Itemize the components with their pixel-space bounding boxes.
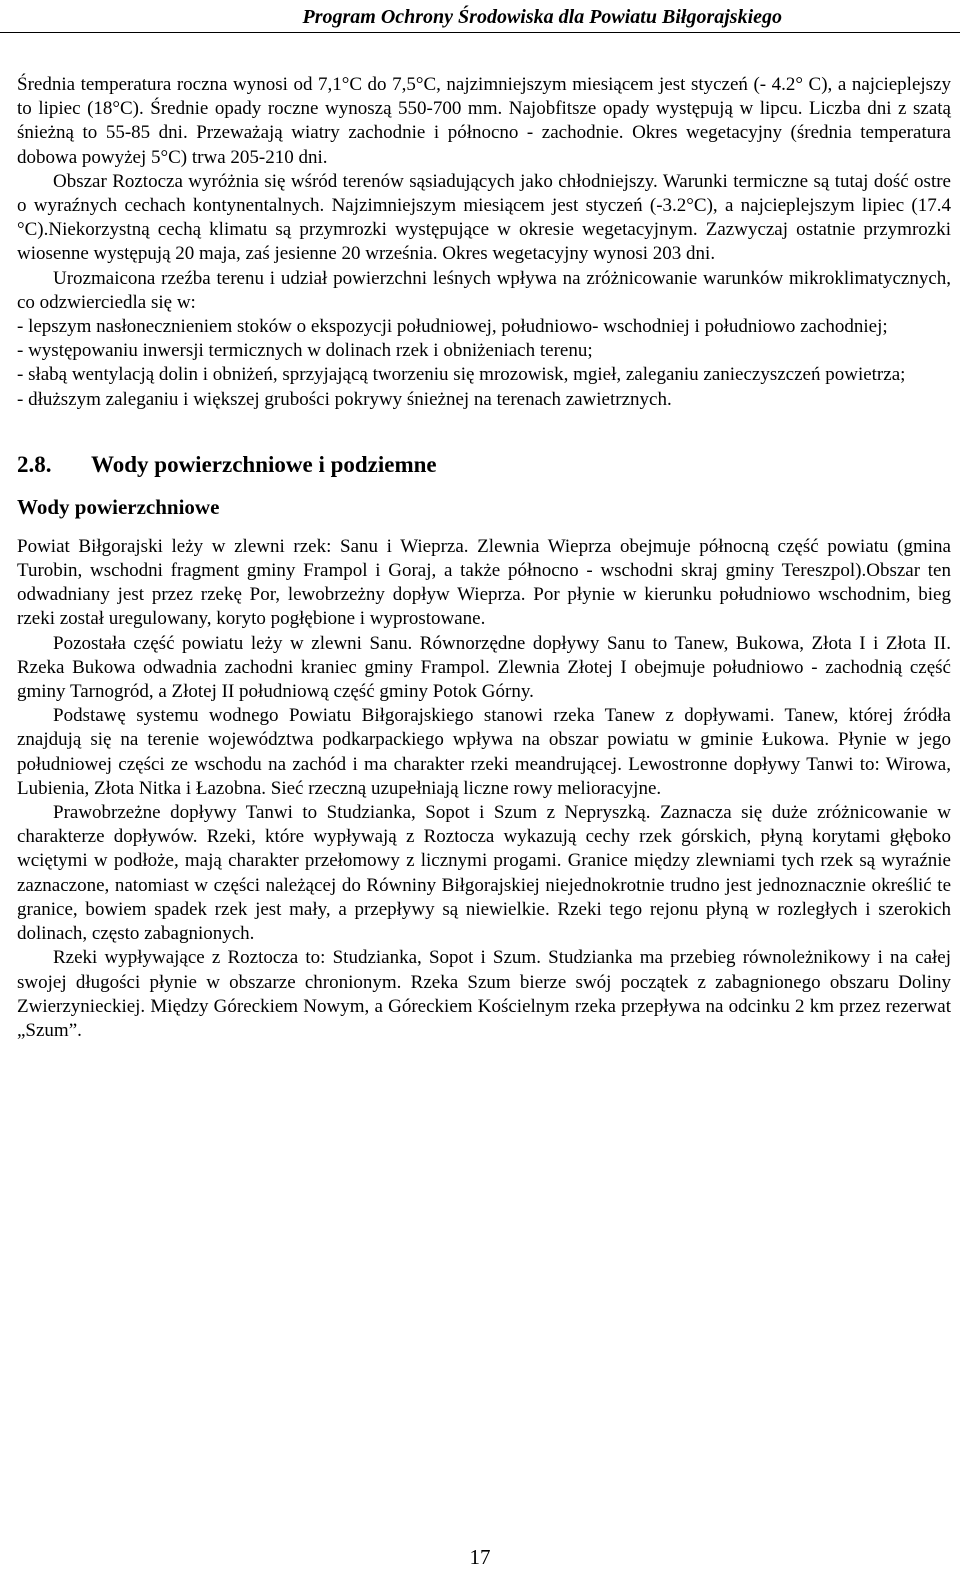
subsection-heading: Wody powierzchniowe bbox=[17, 494, 220, 519]
list-item: - słabą wentylacją dolin i obniżeń, sprzyjającą tworzeniu się mrozowisk, mgieł, zaleganiu zanieczyszczeń powietrza; bbox=[17, 364, 906, 386]
paragraph-waters-5: Rzeki wypływające z Roztocza to: Studzianka, Sopot i Szum. Studzianka ma przebieg równoleżnikowy i na całej swojej długości płynie w obszarze chronionym. Rzeka Szum bierze swój początek z zabagnionego obszaru Doliny Zwierzynieckiej. Między Góreckiem Nowym, a Góreckiem Kościelnym rzeka przepływa na odcinku 2 km przez rezerwat „Szum”. bbox=[17, 947, 951, 1041]
paragraph-waters-4: Prawobrzeżne dopływy Tanwi to Studzianka, Sopot i Szum z Nepryszką. Zaznacza się duże zróżnicowanie w charakterze dopływów. Rzeki, które wypływają z Roztocza wykazują cechy rzek górskich, płyną korytami głęboko wciętymi w podłoże, mają charakter przełomowy z licznymi progami. Granice między zlewniami tych rzek są wyraźnie zaznaczone, natomiast w części należącej do Równiny Biłgorajskiej niejednokrotnie trudno jest jednoznacznie określić te granice, bowiem spadek rzek jest mały, a przepływy są niewielkie. Rzeki tego rejonu płyną w rozległych i szerokich dolinach, często zabagnionych. bbox=[17, 802, 951, 945]
header-title: Program Ochrony Środowiska dla Powiatu Biłgorajskiego bbox=[302, 6, 782, 28]
section-heading bbox=[17, 450, 951, 480]
page-number: 17 bbox=[469, 1545, 491, 1569]
paragraph-climate-3: Urozmaicona rzeźba terenu i udział powierzchni leśnych wpływa na zróżnicowanie warunków mikroklimatycznych, co odzwierciedla się w: bbox=[17, 267, 951, 313]
list-item: - występowaniu inwersji termicznych w dolinach rzek i obniżeniach terenu; bbox=[17, 340, 593, 362]
paragraph-waters-2: Pozostała część powiatu leży w zlewni Sanu. Równorzędne dopływy Sanu to Tanew, Bukowa, Złota I i Złota II. Rzeka Bukowa odwadnia zachodni kraniec gminy Frampol. Zlewnia Złotej I obejmuje południowo - zachodnią część gminy Tarnogród, a Złotej II południową część gminy Potok Górny. bbox=[17, 632, 951, 703]
header-rule bbox=[0, 32, 960, 33]
paragraph-waters-3: Podstawę systemu wodnego Powiatu Biłgorajskiego stanowi rzeka Tanew z dopływami. Tanew, której źródła znajdują się na terenie województwa podkarpackiego wpływa na obszar powiatu w gminie Łukowa. Płynie w jego południowej części ze wschodu na zachód i ma charakter rzeki meandrującej. Lewostronne dopływy Tanwi to: Wirowa, Lubienia, Złota Nitka i Łazobna. Sieć rzeczną uzupełniają liczne rowy melioracyjne. bbox=[17, 705, 951, 799]
section-number: 2.8. bbox=[17, 451, 52, 477]
list-item: - lepszym nasłonecznieniem stoków o ekspozycji południowej, południowo- wschodniej i południowo zachodniej; bbox=[17, 316, 888, 338]
paragraph-waters-1: Powiat Biłgorajski leży w zlewni rzek: Sanu i Wieprza. Zlewnia Wieprza obejmuje północną część powiatu (gmina Turobin, wschodni fragment gminy Frampol i Goraj, a także północno - wschodni skraj gminy Tereszpol).Obszar ten odwadniany jest przez rzekę Por, lewobrzeżny dopływ Wieprza. Por płynie w kierunku południowo wschodnim, bieg rzeki został uregulowany, koryto pogłębione i wyprostowane. bbox=[17, 535, 951, 630]
page-header bbox=[0, 0, 960, 33]
section-title: Wody powierzchniowe i podziemne bbox=[91, 451, 437, 477]
paragraph-climate-2: Obszar Roztocza wyróżnia się wśród terenów sąsiadujących jako chłodniejszy. Warunki termiczne są tutaj dość ostre o wyraźnych cechach kontynentalnych. Najzimniejszym miesiącem jest styczeń (-3.2°C), a najcieplejszym lipiec (17.4 °C).Niekorzystną cechą klimatu są przymrozki występujące w okresie wegetacyjnym. Zazwyczaj ostatnie przymrozki wiosenne występują 20 maja, zaś jesienne 20 września. Okres wegetacyjny wynosi 203 dni. bbox=[17, 170, 951, 265]
document-body bbox=[17, 73, 951, 1043]
paragraph-climate-1: Średnia temperatura roczna wynosi od 7,1°C do 7,5°C, najzimniejszym miesiącem jest styczeń (- 4.2° C), a najcieplejszy to lipiec (18°C). Średnie opady roczne wynoszą 550-700 mm. Najobfitsze opady występują w lipcu. Liczba dni z szatą śnieżną to 55-85 dni. Przeważają wiatry zachodnie i północno - zachodnie. Okres wegetacyjny (średnia temperatura dobowa powyżej 5°C) trwa 205-210 dni. bbox=[17, 74, 951, 168]
list-item: - dłuższym zaleganiu i większej grubości pokrywy śnieżnej na terenach zawietrznych. bbox=[17, 388, 672, 410]
